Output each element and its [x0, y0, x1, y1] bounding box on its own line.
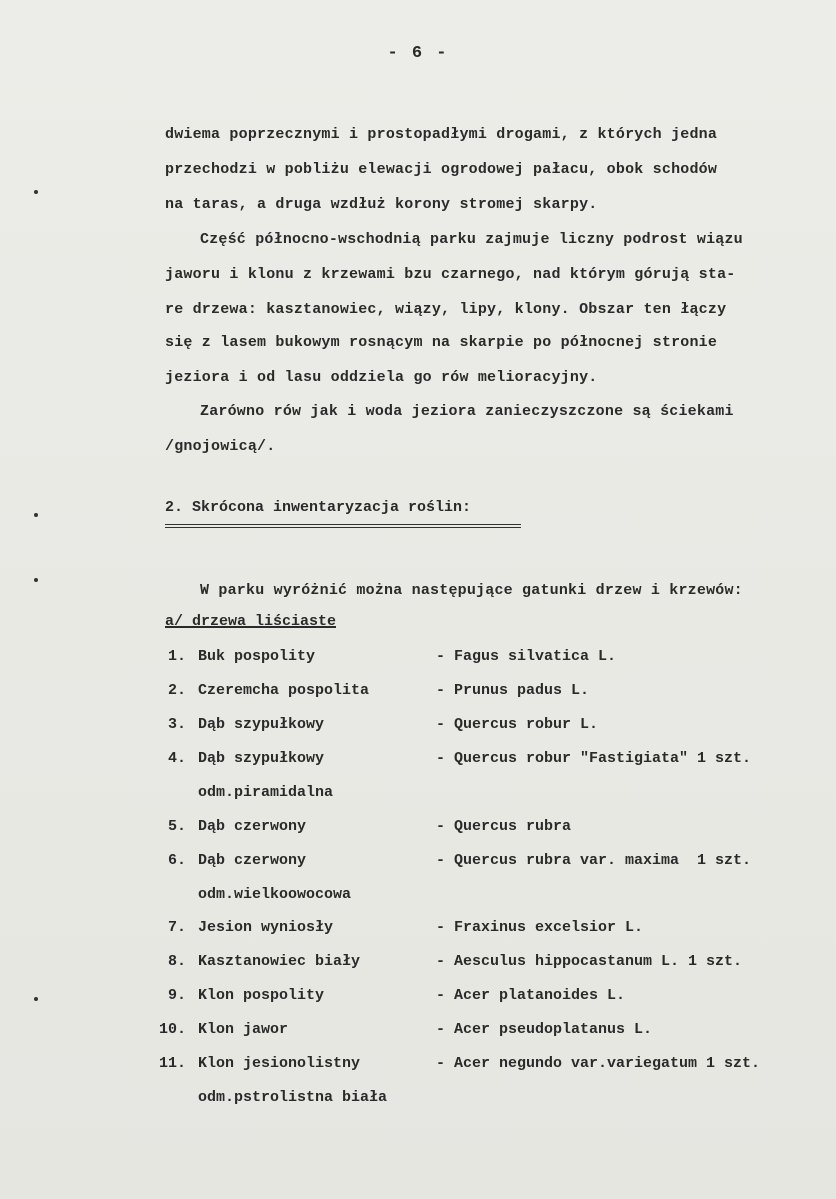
tree-polish-name: Czeremcha pospolita [198, 682, 370, 699]
tree-polish-name: Dąb szypułkowy [198, 750, 325, 767]
tree-polish-name: Klon pospolity [198, 987, 325, 1004]
tree-polish-name: Dąb szypułkowy [198, 716, 325, 733]
tree-list-item [0, 984, 836, 1018]
tree-latin-name: - Acer pseudoplatanus L. [436, 1021, 653, 1038]
tree-variety: odm.piramidalna [198, 784, 334, 801]
paragraph-2-line-5: jeziora i od lasu oddziela go rów melioracyjny. [165, 369, 598, 386]
tree-list-item [0, 916, 836, 950]
tree-polish-name: Kasztanowiec biały [198, 953, 361, 970]
tree-number: 8. [167, 953, 186, 970]
tree-list-item [0, 747, 836, 801]
tree-list-item [0, 1052, 836, 1106]
tree-number: 2. [167, 682, 186, 699]
tree-latin-name: - Quercus robur "Fastigiata" 1 szt. [436, 750, 752, 767]
tree-polish-name: Klon jesionolistny [198, 1055, 361, 1072]
paragraph-1-line-2: przechodzi w pobliżu elewacji ogrodowej pałacu, obok schodów [165, 161, 718, 178]
tree-number: 6. [167, 852, 186, 869]
tree-list-item [0, 815, 836, 849]
scan-mark [34, 997, 38, 1001]
tree-polish-name: Dąb czerwony [198, 852, 307, 869]
tree-polish-name: Jesion wyniosły [198, 919, 334, 936]
paragraph-3-line-1: Zarówno rów jak i woda jeziora zanieczyszczone są ściekami [200, 403, 734, 420]
tree-latin-name: - Quercus rubra var. maxima 1 szt. [436, 852, 752, 869]
paragraph-3-line-2: /gnojowicą/. [165, 438, 276, 455]
tree-number: 1. [167, 648, 186, 665]
tree-number: 4. [167, 750, 186, 767]
intro-line: W parku wyróżnić można następujące gatunki drzew i krzewów: [200, 582, 743, 599]
paragraph-2-line-3: re drzewa: kasztanowiec, wiązy, lipy, klony. Obszar ten łączy [165, 301, 727, 318]
tree-number: 9. [167, 987, 186, 1004]
tree-latin-name: - Acer platanoides L. [436, 987, 626, 1004]
section-heading: 2. Skrócona inwentaryzacja roślin: [165, 499, 472, 516]
scan-mark [34, 513, 38, 517]
tree-latin-name: - Prunus padus L. [436, 682, 590, 699]
tree-number: 7. [167, 919, 186, 936]
paragraph-2-line-1: Część północno-wschodnią parku zajmuje liczny podrost wiązu [200, 231, 743, 248]
tree-polish-name: Klon jawor [198, 1021, 289, 1038]
paragraph-2-line-4: się z lasem bukowym rosnącym na skarpie po północnej stronie [165, 334, 718, 351]
tree-latin-name: - Fraxinus excelsior L. [436, 919, 644, 936]
paragraph-2-line-2: jaworu i klonu z krzewami bzu czarnego, nad którym górują sta- [165, 266, 736, 283]
tree-variety: odm.pstrolistna biała [198, 1089, 388, 1106]
tree-latin-name: - Fagus silvatica L. [436, 648, 617, 665]
tree-polish-name: Buk pospolity [198, 648, 316, 665]
tree-latin-name: - Aesculus hippocastanum L. 1 szt. [436, 953, 743, 970]
tree-list-item [0, 849, 836, 903]
tree-latin-name: - Quercus rubra [436, 818, 572, 835]
tree-list-item [0, 679, 836, 713]
scan-mark [34, 190, 38, 194]
tree-number: 10. [158, 1021, 186, 1038]
tree-list-item [0, 713, 836, 747]
tree-latin-name: - Quercus robur L. [436, 716, 599, 733]
tree-number: 11. [158, 1055, 186, 1072]
scan-mark [34, 578, 38, 582]
tree-list-item [0, 950, 836, 984]
tree-variety: odm.wielkoowocowa [198, 886, 352, 903]
paragraph-1-line-3: na taras, a druga wzdłuż korony stromej skarpy. [165, 196, 598, 213]
tree-number: 5. [167, 818, 186, 835]
page-number: - 6 - [387, 44, 449, 63]
paragraph-1-line-1: dwiema poprzecznymi i prostopadłymi drogami, z których jedna [165, 126, 718, 143]
tree-polish-name: Dąb czerwony [198, 818, 307, 835]
tree-latin-name: - Acer negundo var.variegatum 1 szt. [436, 1055, 761, 1072]
tree-list-item [0, 645, 836, 679]
tree-number: 3. [167, 716, 186, 733]
tree-list-item [0, 1018, 836, 1052]
subheading: a/ drzewa liściaste [165, 613, 337, 630]
heading-underline [165, 524, 521, 528]
